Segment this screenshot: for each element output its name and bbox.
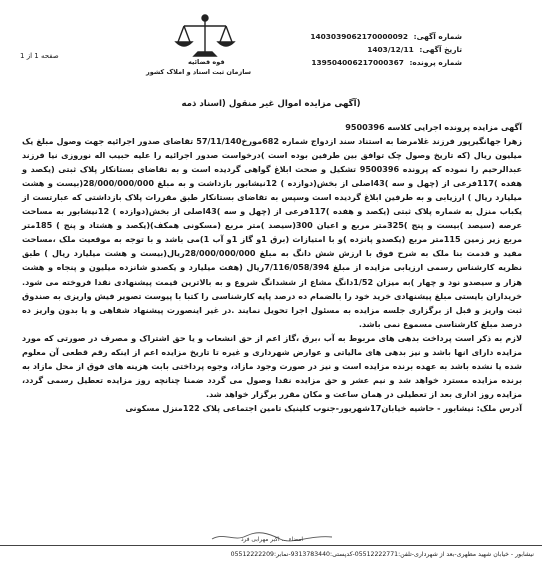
ad-date-row — [262, 43, 462, 56]
announcement-body — [22, 120, 522, 415]
ad-date-label: تاریخ آگهی: — [419, 45, 462, 54]
judiciary-emblem-icon — [170, 12, 240, 64]
document-header — [0, 6, 542, 84]
org-registry: سازمان ثبت اسناد و املاک کشور — [146, 68, 252, 76]
footer-contact: نیشابور - خیابان شهید مطهری-بعد از شهرداری-تلفن:05512222771-کدپستی:9313783440-نمابر:05512222209 — [230, 551, 534, 558]
case-line: آگهی مزایده پرونده اجرایی کلاسه 9500396 — [345, 122, 522, 132]
page-number: صفحه 1 از 1 — [20, 52, 59, 60]
ad-number-label: شماره آگهی: — [413, 32, 462, 41]
ad-number: 1403039062170000092 — [310, 32, 409, 41]
property-address: آدرس ملک: نیشابور - حاشیه خیابان17شهریور-جنوب کلینیک تامین اجتماعی پلاک 122منزل مسکونی — [125, 402, 522, 413]
file-number-row — [262, 56, 462, 69]
signature-text: امضاء ... اکبر مهرابی فرد — [240, 537, 304, 543]
notes-paragraph: لازم به ذکر است پرداخت بدهی های مربوط به آب ،برق ،گاز اعم از حق انشعاب و یا حق اشتراک و مصرف در صورتی که مورد مزایده دارای انها باشد و نیز بدهی های مالیاتی و عوارض شهرداری و غیره تا تاریخ مزایده اعم از اینکه رقم قطعی آن معلوم شده یا نشده باشد به عهده برنده مزایده است و نیز در صورت وجود مازاد، وجوه پرداختی بابت هزینه های فوق از محل مازاد به برنده مزایده مسترد خواهد شد و نیم عشر و حق مزایده نقدا وصول می گردد ضمنا چنانچه روز مزایده تعطیل رسمی گردد، مزایده روز اداری بعد از تعطیلی در همان ساعت و مکان مقرر برگزار خواهد شد. — [22, 332, 522, 399]
file-number-label: شماره پرونده: — [409, 58, 462, 67]
footer-divider — [0, 545, 542, 546]
signature-icon — [208, 530, 336, 544]
file-number: 139504006217000367 — [311, 58, 404, 67]
ad-number-row — [262, 30, 462, 43]
page-title: (آگهی مزایده اموال غیر منقول (اسناد ذمه — [181, 99, 361, 109]
org-judiciary: قوه قضائیه — [188, 58, 225, 66]
ad-meta — [262, 30, 462, 69]
main-paragraph: زهرا جهانگیرپور فرزند غلامرضا به استناد سند ازدواج شماره 682مورخ57/11/140 تقاضای صدور اجرائیه جهت وصول مبلغ یک میلیون ریال (که تاریخ وصول چک توافق بین طرفین بوده است )درخواست صدور اجرائیه را علیه حبیب اله نوروزی نیا فرزند عبدالرحیم را نموده که پرونده 9500396 تشکیل و صحت ابلاغ گواهی گردیده است و به تقاضای بستانکار پلاک ثبتی (یکصد و هفده )117فرعی از (چهل و سه )43اصلی از بخش(دوازده ) 12نیشابور بازداشت و به مبلغ 28/000/000/000(بیست و هشت میلیارد ریال ) ارزیابی و به طرفین ابلاغ گردیده است وسپس به تقاضای بستانکار طبق مقررات پلاک بازداشتی که عبارتست از یکباب منزل به شماره پلاک ثبتی (یکصد و هفده )117فرعی از (چهل و سه )43اصلی از بخش(دوازده ) 12نیشابور به مساحت عرصه (سیصد )بیست و پنج )325متر مربع و اعیان 300(سیصد )متر مربع (مسکونی همکف)(یکصد و هشتاد و پنج ) 185متر مربع زیر زمین 115متر مربع (یکصدو پانزده )و با امتیازات (برق 1و گاز 1و آب 1)می باشد و با توجه به موقعیت ملک ،مساحت مفید و قدمت بنا ملک به شرح فوق با ارزش شش دانگ به مبلغ 28/000/000/000ریال(بیست و هشت میلیارد ریال ) طبق نظریه کارشناس رسمی ارزیابی مزایده از مبلغ 7/116/058/394ریال (هفت میلیارد و یکصدو شانزده میلیون و پنجاه و هشت هزار و سیصدو نود و چهار )به میزان 1/52دانگ مشاع از ششدانگ شروع و به بالاترین قیمت پیشنهادی نقدا فروخته می شود. خریداران بایستی مبلغ پیشنهادی خرید خود را بالضمام ده درصد پایه کارشناسی را کتبا با پیوست تصویر فیش واریزی به صندوق ثبت واریز و قبل از برگزاری جلسه مزایده به مسئول اجرا تحویل نمایند .در غیر اینصورت پیشنهاد شفاهی و یا بدون واریز ده درصد مبلغ کارشناسی مسموع نمی باشد. — [22, 136, 523, 329]
ad-date: 1403/12/11 — [367, 45, 414, 54]
